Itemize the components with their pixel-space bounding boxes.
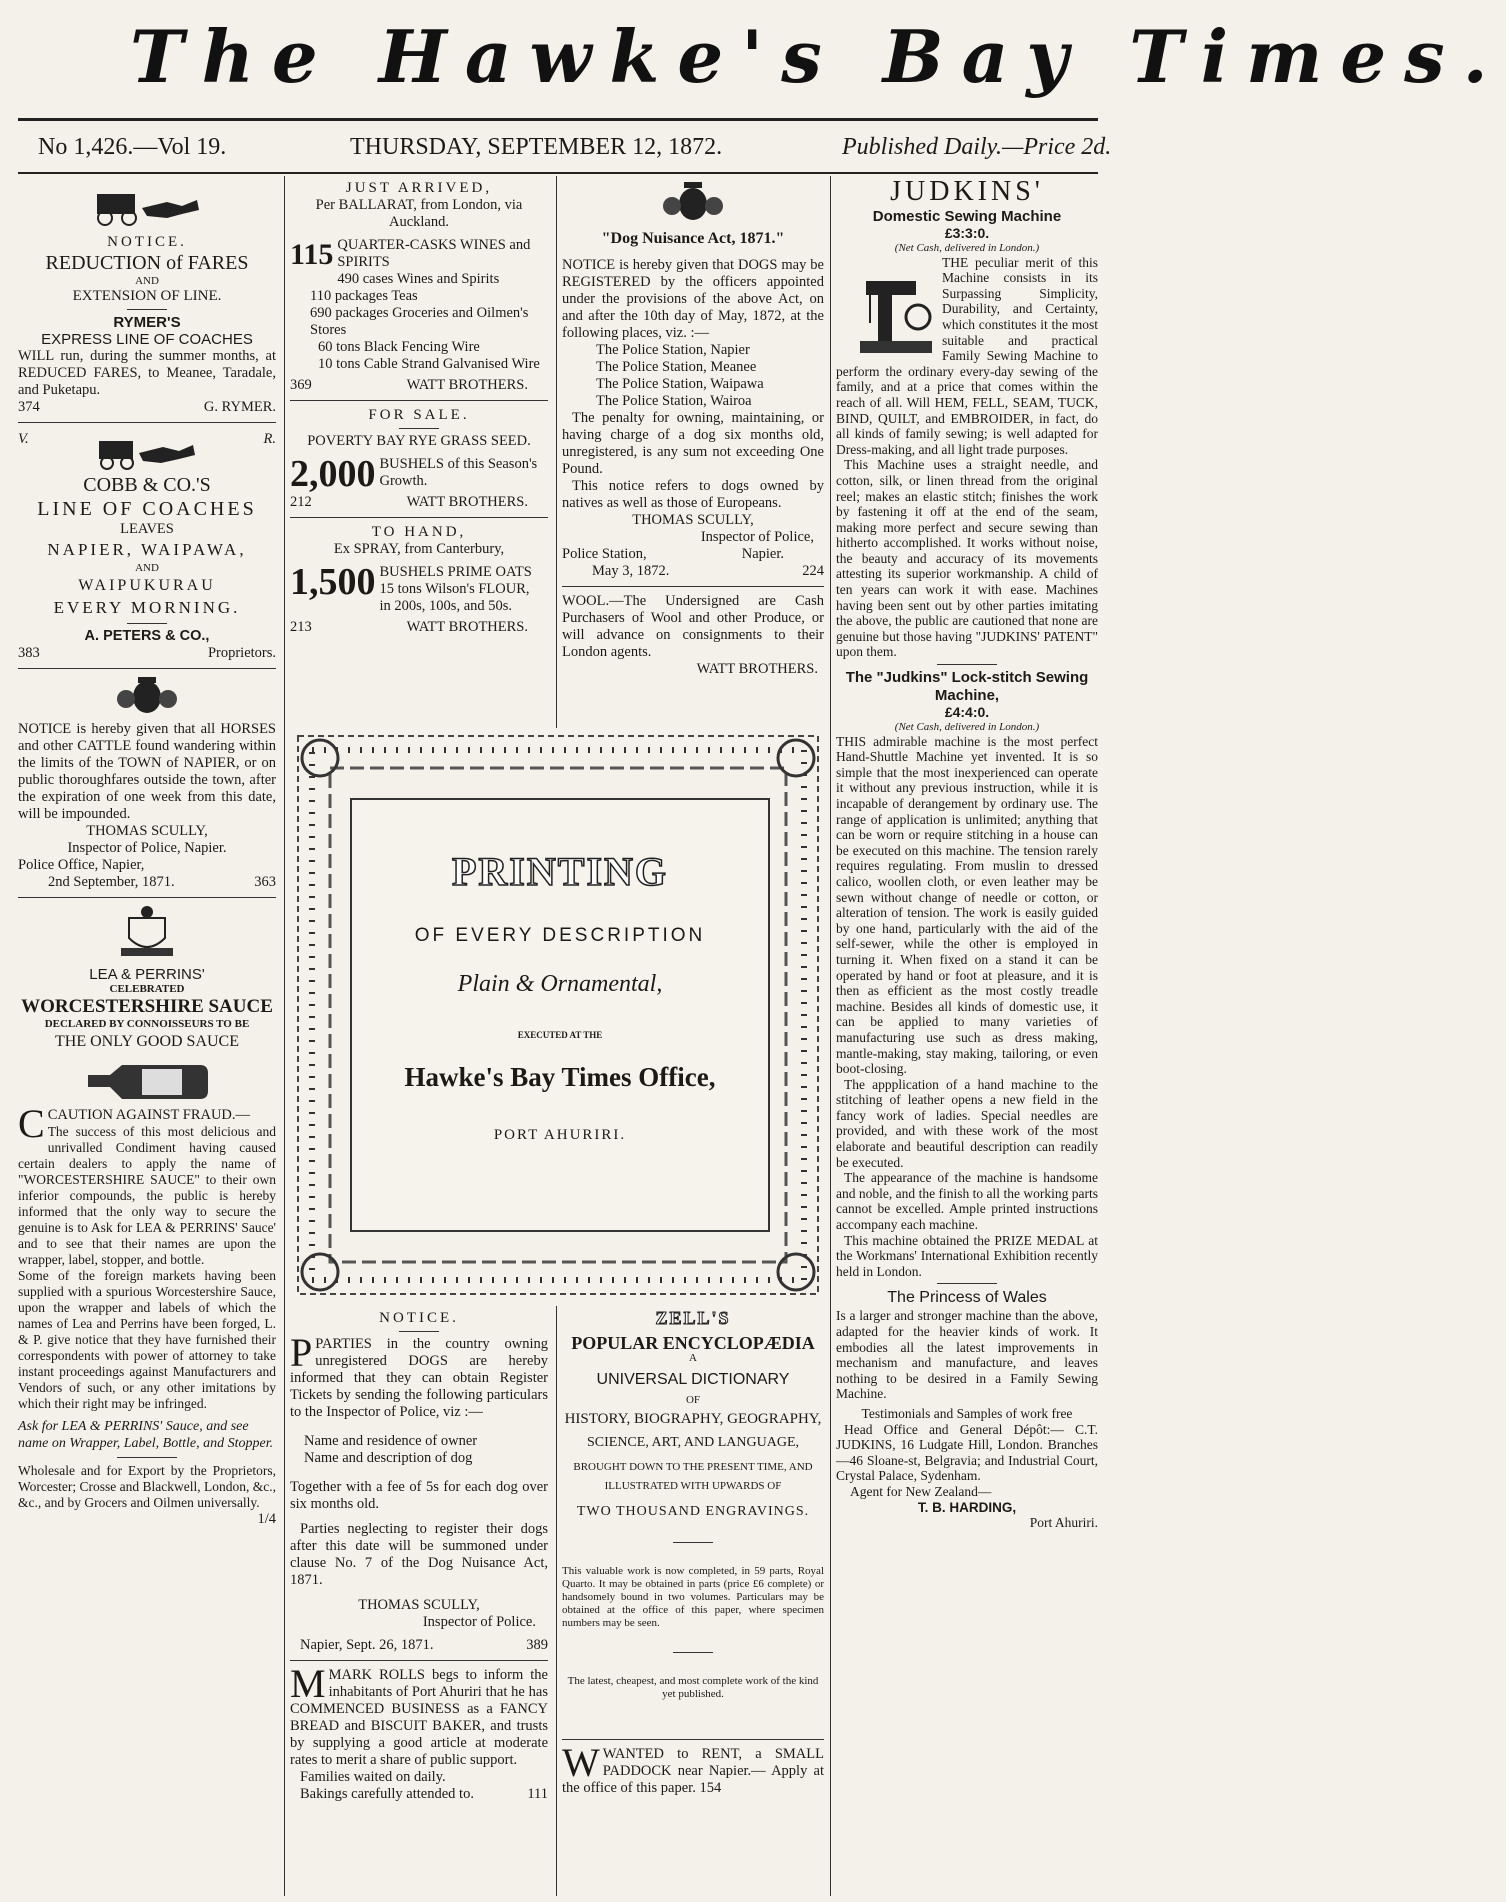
scully-signature: THOMAS SCULLY, xyxy=(86,823,208,839)
column-2-lower xyxy=(290,1306,548,1803)
bushels-season: BUSHELS of this Season's Growth. xyxy=(379,456,538,489)
fee-line: Together with a fee of 5s for each dog over six months old. xyxy=(290,1479,548,1512)
napier-waipawa: NAPIER, WAIPAWA, xyxy=(47,540,247,559)
of-label: OF xyxy=(685,1394,701,1406)
scully-signature: THOMAS SCULLY, xyxy=(632,512,754,528)
name-dog: Name and description of dog xyxy=(304,1450,473,1466)
list-item: 690 packages Groceries and Oilmen's Stores xyxy=(310,305,529,338)
application-body: The appplication of a hand machine to the stitching of leather opens a new field in the fancy work of ladies. Special needles are provided, and with these work of the most elaborate and beautiful description can readily be executed. xyxy=(836,1076,1098,1170)
list-item: 60 tons Black Fencing Wire xyxy=(318,339,480,355)
ad-number: 213 xyxy=(290,619,312,635)
quantity-1500: 1,500 xyxy=(290,561,376,603)
to-hand-heading: TO HAND, xyxy=(371,524,467,540)
only-good-sauce: THE ONLY GOOD SAUCE xyxy=(54,1033,239,1050)
science-line: SCIENCE, ART, AND LANGUAGE, xyxy=(586,1435,799,1450)
cargo-list xyxy=(290,271,548,373)
police-office: Police Office, Napier, xyxy=(18,857,145,873)
judkins-heading: JUDKINS' xyxy=(890,176,1044,207)
declared-label: DECLARED BY CONNOISSEURS TO BE xyxy=(44,1018,250,1030)
every-description: OF EVERY DESCRIPTION xyxy=(414,925,706,946)
price-3-3-0: £3:3:0. xyxy=(944,225,990,241)
two-thousand-line: TWO THOUSAND ENGRAVINGS. xyxy=(576,1504,810,1519)
agent-line: Agent for New Zealand— xyxy=(850,1483,992,1499)
sewing-machine-icon xyxy=(856,261,936,361)
list-item: 110 packages Teas xyxy=(310,288,418,304)
mark-rolls-notice: MMARK ROLLS begs to inform the inhabitants of Port Ahuriri that he has COMMENCED BUSINESS as a FANCY BREAD and BISCUIT BAKER, and trusts by supplying a good article at moderate rates to merit a share of public support. xyxy=(290,1661,548,1768)
lockstitch-heading: The "Judkins" Lock-stitch Sewing Machine, xyxy=(845,669,1089,705)
station-list xyxy=(562,342,824,410)
ad-number: 363 xyxy=(254,874,276,890)
wholesale-body: Wholesale and for Export by the Proprietors, Worcester; Crosse and Blackwell, London, &c., &c., and by Grocers and Oilmen universally. xyxy=(18,1463,276,1510)
lea-perrins-crest-icon xyxy=(117,904,177,962)
ballarat-line: Per BALLARAT, from London, via Auckland. xyxy=(315,197,523,230)
peters-heading: A. PETERS & CO., xyxy=(84,628,210,644)
dog-act-heading: "Dog Nuisance Act, 1871." xyxy=(601,230,785,247)
worcestershire-heading: WORCESTERSHIRE SAUCE xyxy=(21,996,273,1017)
office-name: Hawke's Bay Times Office, xyxy=(404,1062,716,1092)
sauce-bottle-icon xyxy=(82,1057,212,1103)
and-label: AND xyxy=(135,275,159,287)
rymer-body: WILL run, during the summer months, at REDUCED FARES, to Meanee, Taradale, and Puketapu. xyxy=(18,348,276,398)
testimonials-line: Testimonials and Samples of work free xyxy=(861,1405,1073,1421)
wanted-notice: WWANTED to RENT, a SMALL PADDOCK near Napier.— Apply at the office of this paper. 154 xyxy=(562,1740,824,1796)
dateline xyxy=(18,134,1112,174)
foreign-markets-body: Some of the foreign markets having been supplied with a spurious Worcestershire Sauce, upon the wrapper and labels of which the names of Lea and Perrins have been forged, L. & P. give notice that they have furnished their correspondents with power of attorney to take instant proceedings against Manufacturers and Vendors of such, or any other imitations by which their right may be infringed. xyxy=(18,1268,276,1411)
ad-number: 1/4 xyxy=(257,1511,276,1527)
princess-body: Is a larger and stronger machine than the above, adapted for the heavier kinds of work. It embodies all the latest improvements in mechanism and manufacture, and leaves nothing to be desired in a Family Sewing Machine. xyxy=(836,1308,1098,1402)
quantity-2000: 2,000 xyxy=(290,453,376,495)
poverty-bay-line: POVERTY BAY RYE GRASS SEED. xyxy=(307,433,531,449)
column-3-lower xyxy=(562,1306,824,1797)
line-of-coaches: LINE OF COACHES xyxy=(37,498,257,520)
appearance-body: The appearance of the machine is handsome and noble, and the finish to all the working parts cannot be excelled. Ample printed instructions accompany each machine. xyxy=(836,1170,1098,1233)
ad-number: 212 xyxy=(290,494,312,510)
inspector-title: Inspector of Police. xyxy=(422,1614,536,1630)
illustrated-line: ILLUSTRATED WITH UPWARDS OF xyxy=(604,1480,782,1492)
watt-signature: WATT BROTHERS. xyxy=(696,661,818,677)
prize-medal-body: This machine obtained the PRIZE MEDAL at the Workmans' International Exhibition recently held in London. xyxy=(836,1232,1098,1279)
newspaper-title: The Hawke's Bay Times. xyxy=(130,14,1506,99)
brought-line: BROUGHT DOWN TO THE PRESENT TIME, AND xyxy=(573,1461,813,1473)
history-line: HISTORY, BIOGRAPHY, GEOGRAPHY, xyxy=(564,1411,822,1427)
name-owner: Name and residence of owner xyxy=(304,1433,478,1449)
port-ahuriri: Port Ahuriri. xyxy=(1029,1515,1098,1531)
every-morning: EVERY MORNING. xyxy=(53,598,241,617)
watt-signature: WATT BROTHERS. xyxy=(406,377,528,393)
head-office-body: Head Office and General Dépôt:— C.T. JUDKINS, 16 Ludgate Hill, London. Branches—46 Sloane-st, Belgravia; and Industrial Court, Crystal Palace, Sydenham. xyxy=(836,1421,1098,1484)
column-rule xyxy=(556,1306,557,1896)
ad-number: 383 xyxy=(18,645,40,661)
universal-dictionary: UNIVERSAL DICTIONARY xyxy=(596,1371,790,1388)
coach-icon xyxy=(87,180,207,230)
signature: G. RYMER. xyxy=(203,399,276,415)
celebrated-label: CELEBRATED xyxy=(109,983,185,995)
extension-heading: EXTENSION OF LINE. xyxy=(72,288,222,304)
inspector-title: Inspector of Police, xyxy=(700,529,814,545)
notice-heading: NOTICE. xyxy=(107,234,187,250)
leaves-label: LEAVES xyxy=(120,521,174,537)
column-2 xyxy=(290,176,548,636)
watt-signature: WATT BROTHERS. xyxy=(406,619,528,635)
executed-label: EXECUTED AT THE xyxy=(517,1030,603,1040)
list-item: The Police Station, Wairoa xyxy=(596,393,752,409)
dog-notice-body: NOTICE is hereby given that DOGS may be REGISTERED by the officers appointed under the provisions of the above Act, on and after the 10th day of May, 1872, at the following places, viz. :— xyxy=(562,257,824,341)
issue-number: No 1,426.—Vol 19. xyxy=(38,134,227,160)
list-item: The Police Station, Napier xyxy=(596,342,750,358)
napier-label: Napier. xyxy=(741,546,784,562)
printing-title: PRINTING xyxy=(451,849,669,894)
princess-heading: The Princess of Wales xyxy=(887,1289,1047,1307)
parties-notice: PPARTIES in the country owning unregistered DOGS are hereby informed that they can obtain Register Tickets by sending the following particulars to the Inspector of Police, viz :— xyxy=(290,1330,548,1420)
issue-date: THURSDAY, SEPTEMBER 12, 1872. xyxy=(350,134,723,160)
watt-signature: WATT BROTHERS. xyxy=(406,494,528,510)
net-cash-note: (Net Cash, delivered in London.) xyxy=(894,720,1040,733)
domestic-heading: Domestic Sewing Machine xyxy=(872,208,1062,225)
neglecting-line: Parties neglecting to register their dogs after this date will be summoned under clause No. 7 of the Dog Nuisance Act, 1871. xyxy=(290,1521,548,1588)
royal-arms-icon xyxy=(112,675,182,717)
popular-encyclopaedia: POPULAR ENCYCLOPÆDIA xyxy=(571,1333,815,1353)
waipukurau: WAIPUKURAU xyxy=(78,577,216,594)
cobb-heading: COBB & CO.'S xyxy=(83,474,211,496)
express-heading: EXPRESS LINE OF COACHES xyxy=(41,331,253,348)
quarter-casks: QUARTER-CASKS WINES and SPIRITS xyxy=(337,237,531,270)
column-rule xyxy=(556,176,557,728)
column-rule xyxy=(284,176,285,1896)
caution-heading: CCAUTION AGAINST FRAUD.— xyxy=(18,1101,251,1146)
valuable-work-body: This valuable work is now completed, in 59 parts, Royal Quarto. It may be obtained in parts (price £6 complete) or handsomely bound in two volumes. Particulars may be obtained at the office of this paper, where specimen numbers may be seen. xyxy=(562,1565,824,1629)
list-item: 490 cases Wines and Spirits xyxy=(337,271,500,287)
zell-heading: ZELL'S xyxy=(655,1308,731,1328)
list-item: The Police Station, Meanee xyxy=(596,359,757,375)
printing-panel xyxy=(350,798,770,1232)
ad-number: 224 xyxy=(802,563,824,579)
masthead-rule xyxy=(18,118,1098,121)
column-3 xyxy=(562,176,824,678)
ad-number: 374 xyxy=(18,399,40,415)
ad-number: 111 xyxy=(527,1786,548,1802)
notice-heading: NOTICE. xyxy=(379,1310,459,1326)
families-line: Families waited on daily. xyxy=(300,1769,446,1785)
inspector-title: Inspector of Police, Napier. xyxy=(67,840,227,856)
police-station: Police Station, xyxy=(562,546,647,562)
bags-line: in 200s, 100s, and 50s. xyxy=(379,598,513,614)
scully-signature: THOMAS SCULLY, xyxy=(358,1597,480,1613)
notice-date: Napier, Sept. 26, 1871. xyxy=(300,1637,434,1653)
ad-number: 369 xyxy=(290,377,312,393)
harding-signature: T. B. HARDING, xyxy=(917,1499,1017,1515)
straight-needle-body: This Machine uses a straight needle, and cotton, silk, or linen thread from the original reel; makes an elastic stitch; finishes the work by fastening it off at the end of the seam, making more perfect and secure sewing than hitherto accomplished. It works without noise, the beauty and accuracy of its movements attesting its superior workmanship. A child of ten years can work it with ease. Machines having been sent out by other parties imitating the above, the public are cautioned that none are genuine but those having "JUDKINS' PATENT" upon them. xyxy=(836,457,1098,660)
and-label: AND xyxy=(135,562,159,574)
rymers-heading: RYMER'S xyxy=(113,314,181,331)
spray-line: Ex SPRAY, from Canterbury, xyxy=(333,541,505,557)
column-rule xyxy=(830,176,831,1896)
ad-number: 389 xyxy=(526,1637,548,1653)
list-item: The Police Station, Waipawa xyxy=(596,376,764,392)
caution-body: The success of this most delicious and unrivalled Condiment having caused certain dealers to apply the name of "WORCESTERSHIRE SAUCE" to their own inferior compounds, the public is hereby informed that the only way to secure the genuine is to Ask for LEA & PERRINS' Sauce' and to see that their names are upon the wrapper, label, stopper, and bottle. xyxy=(18,1124,276,1267)
quantity-115: 115 xyxy=(290,238,334,271)
notice-date: May 3, 1872. xyxy=(592,563,670,579)
v-mark: V. xyxy=(18,431,29,447)
peculiar-merit-body: THE peculiar merit of this Machine consists in its Surpassing Simplicity, Durability, and Certainty, which constitutes it the most suitable and practical Family Sewing Machine to perform the ordinary every-day sewing of the family, and at a price that comes within the reach of all. Will HEM, FELL, SEAM, TUCK, BIND, QUILT, and EMBROIDER, in fact, do all kinds of family sewing; is well adapted for Dress-making, and all light trade purposes. xyxy=(836,254,1098,457)
latest-body: The latest, cheapest, and most complete work of the kind yet published. xyxy=(567,1675,819,1700)
reduction-heading: REDUCTION of FARES xyxy=(45,252,249,274)
column-4 xyxy=(836,176,1098,1531)
natives-body: This notice refers to dogs owned by natives as well as those of Europeans. xyxy=(562,478,824,511)
list-item: 10 tons Cable Strand Galvanised Wire xyxy=(318,356,540,372)
wool-notice: WOOL.—The Undersigned are Cash Purchasers of Wool and other Produce, or will advance on consignments to their London agents. xyxy=(562,593,824,660)
proprietors: Proprietors. xyxy=(207,645,276,661)
bakings-line: Bakings carefully attended to. xyxy=(300,1786,474,1802)
prime-oats: BUSHELS PRIME OATS xyxy=(379,564,532,580)
notice-date: 2nd September, 1871. xyxy=(48,874,175,890)
price-4-4-0: £4:4:0. xyxy=(944,704,990,721)
port-ahuriri: PORT AHURIRI. xyxy=(493,1127,627,1143)
admirable-body: THIS admirable machine is the most perfect Hand-Shuttle Machine yet invented. It is so simple that the most inexperienced can operate it without any previous instruction, while it is incapable of derangement by ordinary use. The range of application is unlimited; anything that can be worn or require stitching in a house can be executed on this machine. The tension rarely requires regulating. From muslin to dressed calico, woollen cloth, or even leather may be sewn without change of needle or cotton, or alteration of tension. The work is easily guided by one hand, particularly with the aid of the self-sewer, while the other is employed in turning it. When fixed on a stand it can be operated by hand or foot at pleasure, and it is then as efficient as the most costly treadle machine. Besides all kinds of domestic use, it can be applied to many varieties of manufacturing use such as dress making, mantle-making, stay making, tailoring, or even boot-closing. xyxy=(836,733,1098,1077)
penalty-body: The penalty for owning, maintaining, or having charge of a dog six months old, unregistered, is any sum not exceeding One Pound. xyxy=(562,410,824,477)
printing-advertisement xyxy=(290,728,826,1302)
cattle-notice-body: NOTICE is hereby given that all HORSES and other CATTLE found wandering within the limits of the TOWN of NAPIER, or on public thoroughfares outside the town, after the expiration of one week from this date, will be impounded. xyxy=(18,721,276,822)
net-cash-note: (Net Cash, delivered in London.) xyxy=(894,241,1040,254)
r-mark: R. xyxy=(263,431,276,447)
lea-perrins-heading: LEA & PERRINS' xyxy=(89,966,205,983)
royal-arms-icon xyxy=(658,180,728,224)
dateline-rule xyxy=(18,172,1098,174)
a-label: A xyxy=(689,1352,697,1364)
ask-for-notice: Ask for LEA & PERRINS' Sauce, and see name on Wrapper, Label, Bottle, and Stopper. xyxy=(18,1419,274,1451)
issue-price: Published Daily.—Price 2d. xyxy=(842,134,1112,160)
just-arrived-heading: JUST ARRIVED, xyxy=(345,180,493,196)
for-sale-heading: FOR SALE. xyxy=(368,407,470,423)
flour-line: 15 tons Wilson's FLOUR, xyxy=(379,581,530,597)
coach-icon xyxy=(91,431,201,473)
masthead xyxy=(0,0,1506,120)
column-1 xyxy=(18,176,276,1528)
plain-ornamental: Plain & Ornamental, xyxy=(457,971,663,997)
